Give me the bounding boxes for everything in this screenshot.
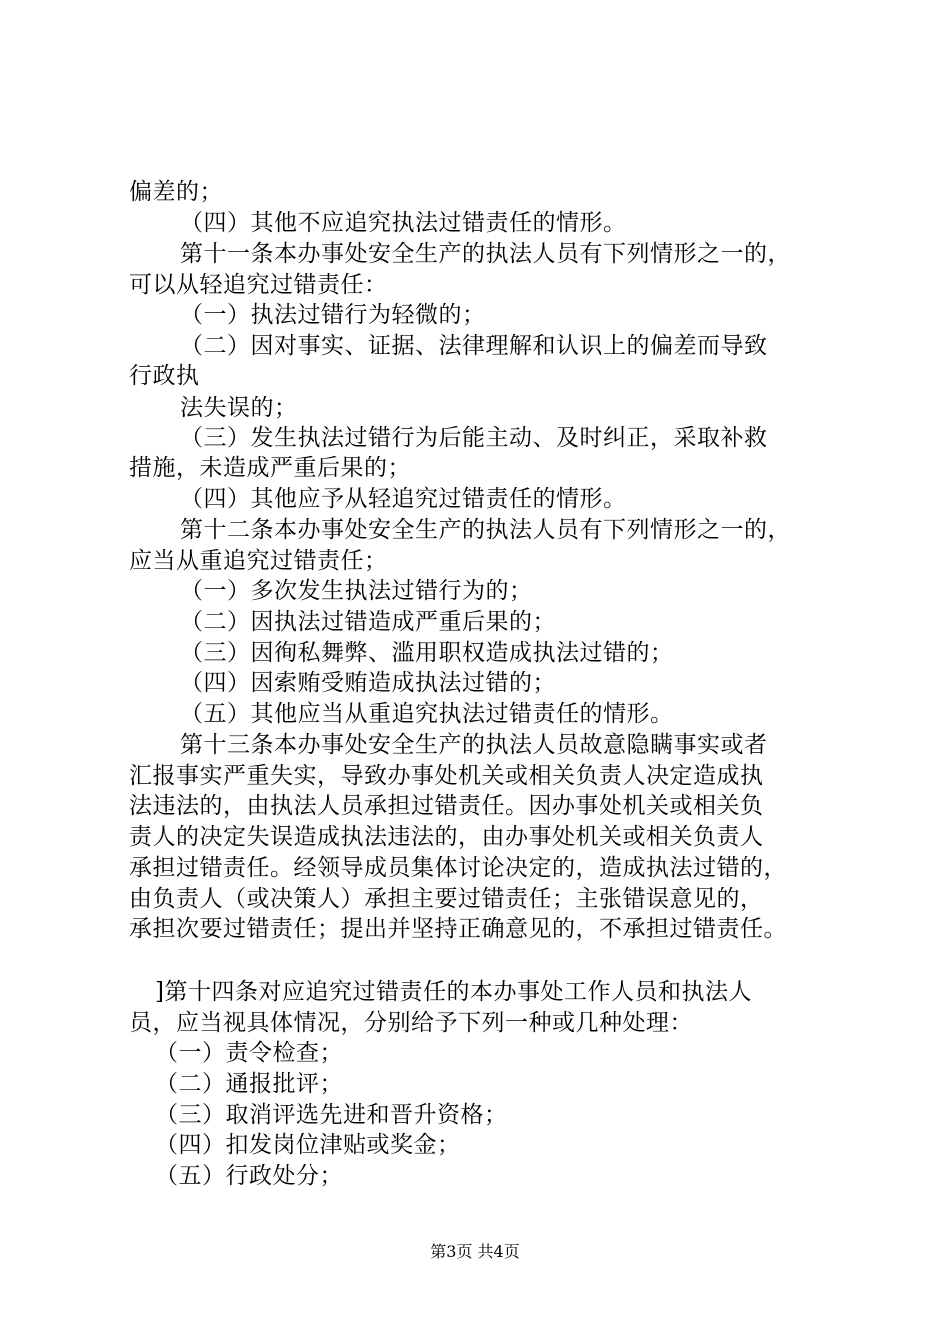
text-line: 行政执	[129, 363, 200, 389]
text-line: 员，应当视具体情况，分别给予下列一种或几种处理：	[129, 1010, 693, 1036]
text-line: 偏差的；	[129, 179, 223, 205]
text-line: （三）发生执法过错行为后能主动、及时纠正，采取补救	[180, 425, 768, 451]
text-line: （二）因对事实、证据、法律理解和认识上的偏差而导致	[180, 333, 768, 359]
text-line: 第十三条本办事处安全生产的执法人员故意隐瞒事实或者	[180, 732, 768, 758]
text-line: ]第十四条对应追究过错责任的本办事处工作人员和执法人	[155, 979, 752, 1005]
text-line: （一）责令检查；	[155, 1040, 343, 1066]
text-line: 由负责人（或决策人）承担主要过错责任；主张错误意见的，	[129, 886, 764, 912]
text-line: 承担次要过错责任；提出并坚持正确意见的，不承担过错责任。	[129, 916, 787, 942]
text-line: （四）扣发岗位津贴或奖金；	[155, 1132, 461, 1158]
text-line: 责人的决定失误造成执法违法的，由办事处机关或相关负责人	[129, 824, 764, 850]
text-line: 汇报事实严重失实，导致办事处机关或相关负责人决定造成执	[129, 763, 764, 789]
text-line: （四）其他不应追究执法过错责任的情形。	[180, 210, 627, 236]
text-line: （二）因执法过错造成严重后果的；	[180, 609, 556, 635]
text-line: 可以从轻追究过错责任：	[129, 272, 388, 298]
text-line: 法违法的，由执法人员承担过错责任。因办事处机关或相关负	[129, 793, 764, 819]
text-line: （四）其他应予从轻追究过错责任的情形。	[180, 486, 627, 512]
text-line: 第十二条本办事处安全生产的执法人员有下列情形之一的，	[180, 517, 791, 543]
text-line: （一）执法过错行为轻微的；	[180, 302, 486, 328]
text-line: （五）行政处分；	[155, 1163, 343, 1189]
text-line: （五）其他应当从重追究执法过错责任的情形。	[180, 701, 674, 727]
text-line: （三）因徇私舞弊、滥用职权造成执法过错的；	[180, 640, 674, 666]
text-line: 法失误的；	[180, 395, 298, 421]
text-line: 承担过错责任。经领导成员集体讨论决定的，造成执法过错的，	[129, 855, 787, 881]
text-line: （四）因索贿受贿造成执法过错的；	[180, 670, 556, 696]
text-line: （二）通报批评；	[155, 1071, 343, 1097]
text-line: 应当从重追究过错责任；	[129, 548, 388, 574]
text-line: 第十一条本办事处安全生产的执法人员有下列情形之一的，	[180, 241, 791, 267]
page-footer: 第3页 共4页	[430, 1242, 520, 1261]
text-line: 措施，未造成严重后果的；	[129, 455, 411, 481]
text-line: （一）多次发生执法过错行为的；	[180, 578, 533, 604]
text-line: （三）取消评选先进和晋升资格；	[155, 1102, 508, 1128]
